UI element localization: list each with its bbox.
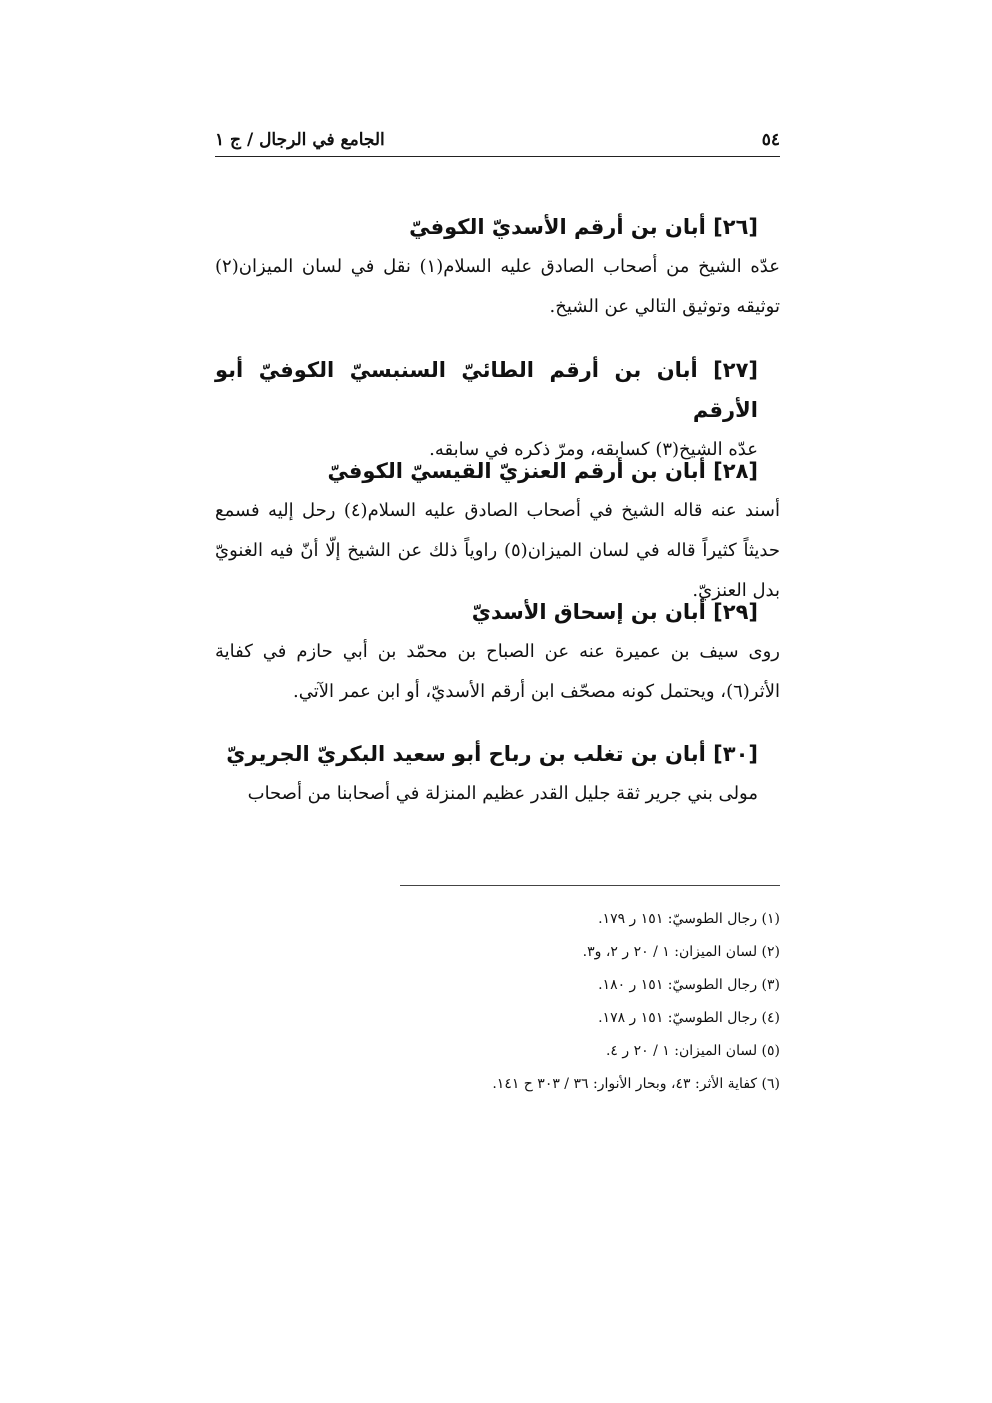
- entry-title: [٢٦] أبان بن أرقم الأسديّ الكوفيّ: [409, 215, 758, 239]
- footnote: (٤) رجال الطوسيّ: ١٥١ ر ١٧٨.: [598, 1010, 780, 1026]
- entry-29: [215, 592, 780, 712]
- entry-26: [215, 207, 780, 327]
- entry-30: [215, 734, 780, 814]
- entry-title: [٢٧] أبان بن أرقم الطائيّ السنبسيّ الكوفيّ أبو الأرقم: [215, 358, 758, 422]
- entry-title: [٣٠] أبان بن تغلب بن رباح أبو سعيد البكريّ الجريريّ: [226, 742, 758, 766]
- entry-title: [٢٩] أبان بن إسحاق الأسديّ: [471, 600, 758, 624]
- entry-title: [٢٨] أبان بن أرقم العنزيّ القيسيّ الكوفيّ: [327, 459, 758, 483]
- footnotes: [215, 903, 780, 1101]
- footnote: (١) رجال الطوسيّ: ١٥١ ر ١٧٩.: [598, 911, 780, 927]
- running-title: الجامع في الرجال / ج ١: [215, 130, 385, 150]
- entry-text: عدّه الشيخ(٣) كسابقه، ومرّ ذكره في سابقه.: [429, 439, 758, 460]
- entry-text: أسند عنه قاله الشيخ في أصحاب الصادق عليه السلام(٤) رحل إليه فسمع حديثاً كثيراً قاله في لسان الميزان(٥) راوياً ذلك عن الشيخ إلّا أنّ فيه الغنويّ بدل العنزيّ.: [215, 500, 781, 601]
- entry-text: عدّه الشيخ من أصحاب الصادق عليه السلام(١) نقل في لسان الميزان(٢) توثيقه وتوثيق التالي عن الشيخ.: [215, 256, 780, 317]
- page-header: [215, 124, 780, 157]
- entry-28: [215, 451, 780, 611]
- entry-text: مولى بني جرير ثقة جليل القدر عظيم المنزلة في أصحابنا من أصحاب: [247, 783, 758, 804]
- footnote-divider: [400, 885, 780, 886]
- page-number: ٥٤: [761, 130, 780, 150]
- footnote: (٣) رجال الطوسيّ: ١٥١ ر ١٨٠.: [598, 977, 780, 993]
- footnote: (٢) لسان الميزان: ١ / ٢٠ ر ٢، و٣.: [582, 944, 780, 960]
- footnote: (٥) لسان الميزان: ١ / ٢٠ ر ٤.: [605, 1043, 780, 1059]
- entry-text: روى سيف بن عميرة عنه عن الصباح بن محمّد بن أبي حازم في كفاية الأثر(٦)، ويحتمل كونه مصحّف ابن أرقم الأسديّ، أو ابن عمر الآتي.: [215, 641, 780, 702]
- footnote: (٦) كفاية الأثر: ٤٣، وبحار الأنوار: ٣٦ / ٣٠٣ ح ١٤١.: [492, 1076, 780, 1092]
